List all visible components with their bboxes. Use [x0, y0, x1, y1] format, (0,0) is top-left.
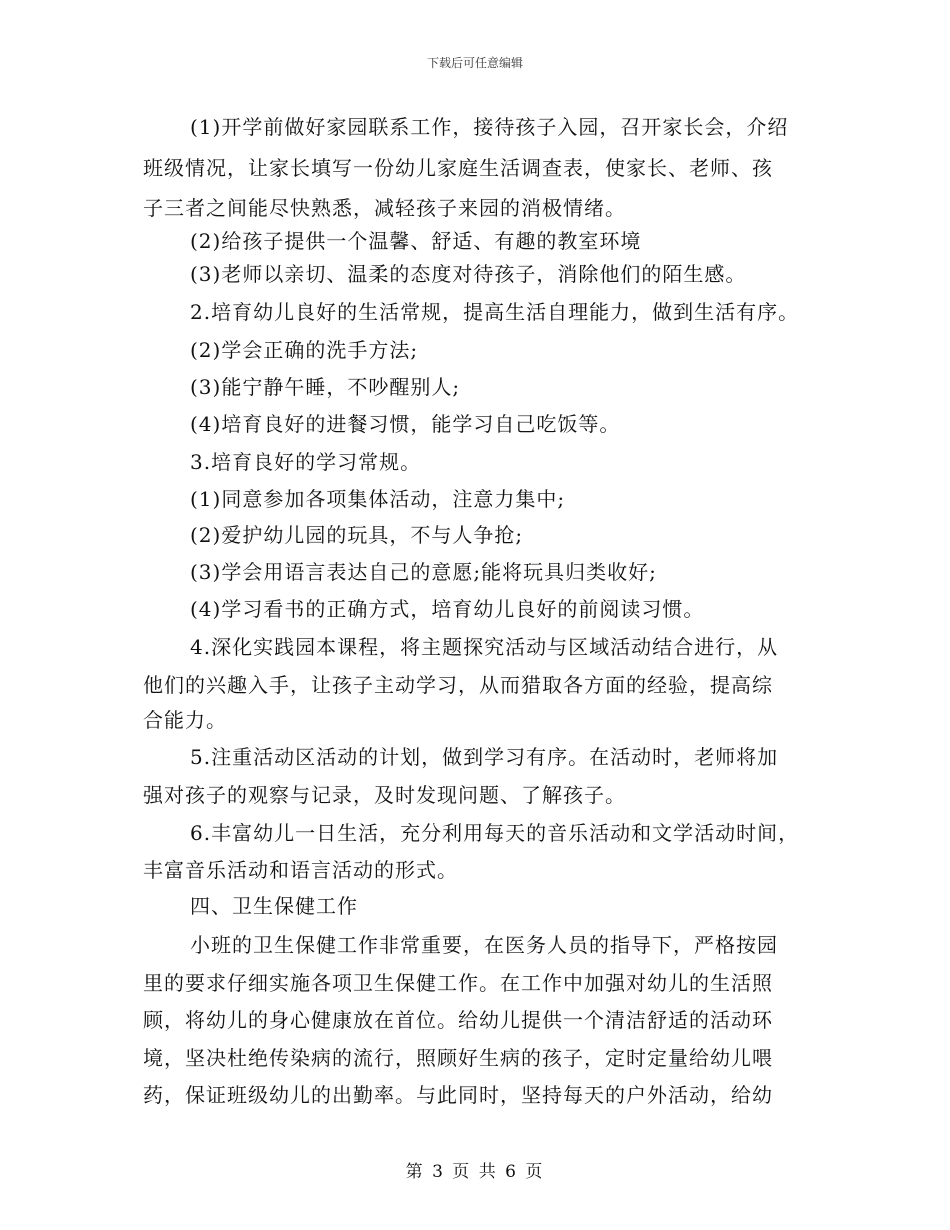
text-line: (2)爱护幼儿园的玩具，不与人争抢; [190, 523, 524, 547]
text-line: 顾，将幼儿的身心健康放在首位。给幼儿提供一个清洁舒适的活动环 [143, 1008, 773, 1032]
text-line: 2.培育幼儿良好的生活常规，提高生活自理能力，做到生活有序。 [190, 300, 800, 324]
text-line: 他们的兴趣入手，让孩子主动学习，从而猎取各方面的经验，提高综 [143, 673, 773, 697]
text-line: 6.丰富幼儿一日生活，充分利用每天的音乐活动和文学活动时间， [190, 821, 800, 845]
text-line: 丰富音乐活动和语言活动的形式。 [143, 858, 458, 882]
text-line: (1)同意参加各项集体活动，注意力集中; [190, 487, 566, 511]
text-line: 小班的卫生保健工作非常重要，在医务人员的指导下，严格按园 [190, 933, 778, 957]
text-line: (2)给孩子提供一个温馨、舒适、有趣的教室环境 [190, 229, 642, 253]
text-line: (3)能宁静午睡，不吵醒别人; [190, 375, 461, 399]
text-line: (1)开学前做好家园联系工作，接待孩子入园，召开家长会，介绍 [190, 115, 789, 139]
text-line: 4.深化实践园本课程，将主题探究活动与区域活动结合进行，从 [190, 635, 779, 659]
text-line: (4)培育良好的进餐习惯，能学习自己吃饭等。 [190, 412, 621, 436]
page-number: 第 3 页 共 6 页 [405, 1162, 545, 1182]
text-line: 强对孩子的观察与记录，及时发现问题、了解孩子。 [143, 783, 626, 807]
text-line: (2)学会正确的洗手方法; [190, 338, 419, 362]
text-line: (4)学习看书的正确方式，培育幼儿良好的前阅读习惯。 [190, 597, 705, 621]
text-line: (3)老师以亲切、温柔的态度对待孩子，消除他们的陌生感。 [190, 262, 747, 286]
text-line: 3.培育良好的学习常规。 [190, 450, 422, 474]
text-line: 合能力。 [143, 708, 227, 732]
text-line: 5.注重活动区活动的计划，做到学习有序。在活动时，老师将加 [190, 745, 779, 769]
section-heading: 四、卫生保健工作 [190, 894, 358, 918]
download-note: 下载后可任意编辑 [426, 56, 523, 70]
text-line: 班级情况，让家长填写一份幼儿家庭生活调查表，使家长、老师、孩 [143, 156, 773, 180]
text-line: 子三者之间能尽快熟悉，减轻孩子来园的消极情绪。 [143, 196, 626, 220]
text-line: 里的要求仔细实施各项卫生保健工作。在工作中加强对幼儿的生活照 [143, 971, 773, 995]
text-line: (3)学会用语言表达自己的意愿;能将玩具归类收好; [190, 560, 657, 584]
text-line: 药，保证班级幼儿的出勤率。与此同时，坚持每天的户外活动，给幼 [143, 1083, 773, 1107]
text-line: 境，坚决杜绝传染病的流行，照顾好生病的孩子，定时定量给幼儿喂 [143, 1046, 773, 1070]
